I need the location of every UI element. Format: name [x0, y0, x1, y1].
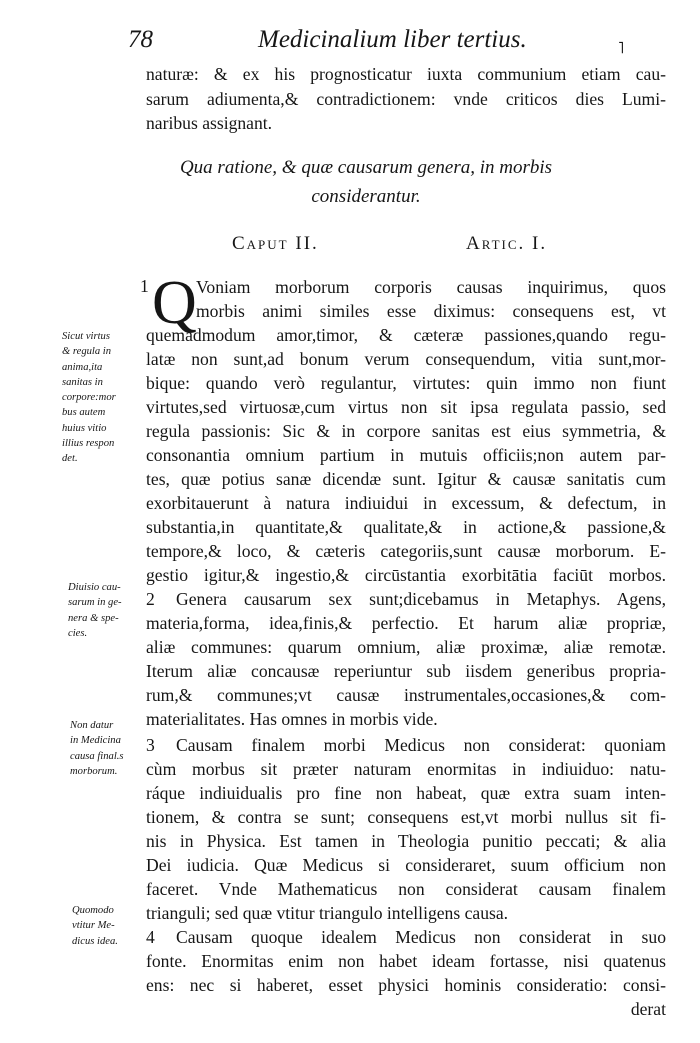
paragraph-number: 4 [146, 927, 155, 947]
page-number: 78 [128, 26, 153, 53]
text-line: materialitates. Has omnes in morbis vide. [146, 709, 438, 729]
text-line: ráque indiuidualis pro fine non habeat, quæ extra suam inten- [146, 783, 666, 803]
margin-note: Quomodo vtitur Me- dicus idea. [72, 905, 118, 947]
text-line: virtutes,sed virtuosæ,cum virtus non sit ipsa regulata passio, sed [146, 397, 666, 417]
text-line: Causam finalem morbi Medicus non considerat: quoniam [176, 735, 666, 755]
text-line: Genera causarum sex sunt;dicebamus in Metaphys. Agens, [176, 589, 666, 609]
running-title: Medicinalium liber tertius. [258, 26, 527, 53]
text-line: naturæ: & ex his prognosticatur iuxta communium etiam cau- [146, 64, 666, 84]
text-line: trianguli; sed quæ vtitur triangulo intelligens causa. [146, 903, 509, 923]
text-line: exorbitauerunt à natura indiuidui in excessum, & defectum, in [146, 493, 666, 513]
margin-note: Sicut virtus & regula in anima,ita sanitas in corpore:mor bus autem huius vitio illius respon det. [62, 331, 116, 465]
text-line: rum,& communes;vt causæ instrumentales,occasiones,& com- [146, 685, 666, 705]
text-line: substantia,in quantitate,& qualitate,& in actione,& passione,& [146, 517, 666, 537]
text-line: morbis animi similes esse diximus: consequens est, vt [196, 301, 666, 321]
text-line: bique: quando verò regulantur, virtutes: quin immo non fiunt [146, 373, 666, 393]
text-line: fonte. Enormitas enim non habet ideam fortasse, nisi quatenus [146, 951, 666, 971]
text-line: tionem, & contra se sunt; consequens est,vt morbi nullus sit fi- [146, 807, 666, 827]
article-heading: Artic. I. [466, 233, 548, 254]
catchword: derat [630, 999, 666, 1019]
section-subtitle-line: Qua ratione, & quæ causarum genera, in morbis [179, 157, 553, 178]
text-line: materia,forma, idea,finis,& perfectio. Et harum aliæ propriæ, [146, 613, 666, 633]
margin-note: Diuisio cau- sarum in ge- nera & spe- cies. [68, 582, 122, 639]
text-line: tempore,& loco, & cæteris categoriis,sunt causæ morborum. E- [146, 541, 666, 561]
text-line: aliæ communes: quarum omnium, aliæ proximæ, aliæ remotæ. [146, 637, 666, 657]
text-line: latæ non sunt,ad bonum verum consequendum, vitia sunt,mor- [146, 349, 666, 369]
paragraph-number: 2 [146, 589, 155, 609]
paragraph-number: 3 [146, 735, 155, 755]
text-line: gestio igitur,& ingestio,& circūstantia exorbitātia faciūt morbos. [146, 565, 666, 585]
text-line: nis in Physica. Est tamen in Theologia punitio peccati; & alia [146, 831, 666, 851]
text-line: Voniam morborum corporis causas inquirimus, quos [196, 277, 666, 297]
text-line: tes, quæ potius sanæ dicendæ sunt. Igitur & causæ sanitatis cum [146, 469, 666, 489]
text-line: naribus assignant. [146, 113, 273, 133]
drop-cap: Q [152, 269, 197, 337]
paragraph-number: 1 [140, 276, 149, 296]
section-subtitle-line: considerantur. [311, 186, 421, 207]
text-line: regula passionis: Sic & in corpore sanitas est eius symmetria, & [146, 421, 666, 441]
text-line: cùm morbus sit præter naturam enormitas in indiuiduo: natu- [146, 759, 666, 779]
text-line: Iterum aliæ concausæ reperiuntur sub iisdem generibus propria- [146, 661, 666, 681]
text-line: sarum adiumenta,& contradictionem: vnde criticos dies Lumi- [146, 89, 666, 109]
text-line: ens: nec si haberet, esset physici hominis consideratio: consi- [146, 975, 666, 995]
chapter-heading: Caput II. [232, 233, 319, 254]
text-line: quemadmodum amor,timor, & cæteræ passiones,quando regu- [146, 325, 666, 345]
text-line: consonantia omnium partium in mutuis officiis;non autem par- [146, 445, 666, 465]
margin-note: Non datur in Medicina causa final.s morborum. [70, 720, 124, 777]
text-line: faceret. Vnde Mathematicus non considerat causam finalem [146, 879, 666, 899]
printer-mark: ˥ [618, 40, 625, 57]
text-line: Dei iudicia. Quæ Medicus si consideraret, suum officium non [146, 855, 666, 875]
text-line: Causam quoque idealem Medicus non considerat in suo [176, 927, 666, 947]
